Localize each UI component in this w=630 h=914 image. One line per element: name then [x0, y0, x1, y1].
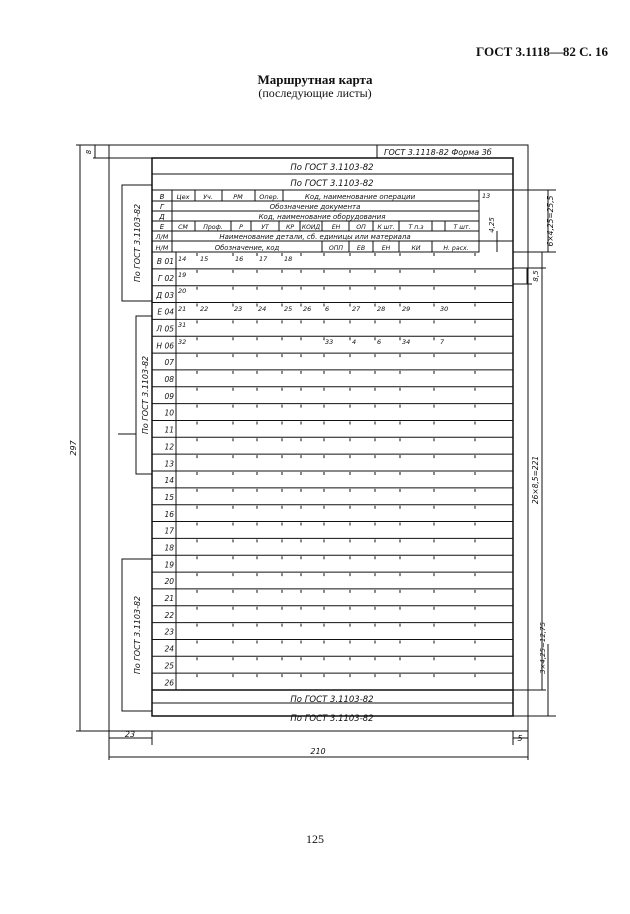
num-30: 30 [440, 305, 449, 313]
cell-kr: КР [285, 224, 295, 231]
line-label: 09 [164, 391, 174, 401]
dim-header-rows: 6×4,25=25,5 [546, 195, 555, 247]
num-31: 31 [178, 321, 187, 329]
num-18: 18 [284, 255, 293, 263]
num-28: 28 [377, 305, 386, 313]
top-ref-1: По ГОСТ 3.1103-82 [290, 163, 374, 173]
num-6a: 6 [325, 305, 330, 313]
bottom-ref-1: По ГОСТ 3.1103-82 [290, 695, 374, 705]
num-14: 14 [178, 255, 187, 263]
num-24: 24 [258, 305, 267, 313]
dim-height-297: 297 [69, 440, 78, 456]
line-label: 18 [164, 543, 174, 553]
dim-top-8: 8 [85, 149, 93, 155]
line-label: 17 [164, 526, 174, 536]
side-ref-1: По ГОСТ 3.1103-82 [133, 203, 142, 283]
num-21: 21 [178, 305, 187, 313]
num-16: 16 [235, 255, 244, 263]
cell-r: Р [239, 224, 243, 231]
line-label: Л 05 [156, 324, 174, 334]
cell-ki: КИ [411, 245, 421, 252]
bottom-ref-2: По ГОСТ 3.1103-82 [290, 714, 374, 724]
line-label: 10 [164, 408, 174, 418]
cell-opp: ОПП [328, 245, 344, 252]
num-20: 20 [178, 287, 187, 295]
line-label: 14 [164, 476, 174, 486]
num-26: 26 [303, 305, 312, 313]
line-label: 12 [164, 442, 174, 452]
row-lm-text: Наименование детали, сб. единицы или материала [219, 233, 411, 241]
dim-bottom-rows: 3×4,25=12,75 [539, 622, 547, 674]
cell-sm: СМ [178, 224, 188, 231]
dim-line-height: 8,5 [532, 270, 540, 282]
line-label: 24 [164, 644, 174, 654]
cell-operation-name: Код, наименование операции [304, 193, 416, 201]
num-22: 22 [200, 305, 209, 313]
dim-left-23: 23 [124, 730, 136, 739]
line-label: 07 [164, 358, 174, 368]
line-label: 15 [164, 492, 174, 502]
cell-uch: Уч. [203, 193, 213, 201]
form-stamp: ГОСТ 3.1118-82 Форма 3б [384, 148, 492, 157]
side-ref-2: По ГОСТ 3.1103-82 [141, 355, 150, 435]
row-letter-d: Д [159, 213, 165, 221]
num-19: 19 [178, 271, 187, 279]
cell-tsht: Т шт. [453, 224, 471, 231]
line-label: Н 06 [156, 341, 174, 351]
row-letter-lm: Л/М [155, 233, 169, 241]
num-7: 7 [440, 338, 445, 346]
line-label: 21 [164, 594, 174, 604]
line-label: 22 [164, 610, 174, 620]
row-letter-nm: Н/М [155, 244, 169, 252]
num-29: 29 [402, 305, 411, 313]
line-label: 16 [164, 509, 174, 519]
document-subtitle: (последующие листы) [258, 86, 372, 100]
line-label: Г 02 [157, 273, 174, 283]
dim-body-lines: 26×8,5=221 [531, 455, 540, 505]
cell-ut: УТ [261, 224, 269, 231]
num-17: 17 [259, 255, 268, 263]
cell-tseh: Цех [176, 193, 190, 201]
standard-header: ГОСТ 3.1118—82 С. 16 [476, 44, 608, 59]
line-label: 19 [164, 560, 174, 570]
num-23: 23 [234, 305, 243, 313]
cell-koid: КОИД [301, 224, 321, 231]
cell-prof: Проф. [203, 224, 223, 231]
cell-oboznachenie: Обозначение, код [214, 244, 280, 252]
row-g-text: Обозначение документа [269, 203, 361, 211]
num-15: 15 [200, 255, 209, 263]
line-label: 13 [164, 459, 174, 469]
side-ref-3: По ГОСТ 3.1103-82 [133, 595, 142, 675]
cell-en2: ЕН [381, 245, 391, 252]
num-27: 27 [352, 305, 361, 313]
line-label: 08 [164, 375, 174, 385]
line-label: 25 [164, 661, 174, 671]
cell-rm: РМ [233, 193, 243, 201]
dim-row-height: 4,25 [488, 217, 496, 233]
num-34: 34 [402, 338, 411, 346]
line-label: 26 [164, 678, 174, 688]
line-label: Д 03 [156, 290, 174, 300]
cell-n-rash: Н. расх. [443, 245, 469, 252]
cell-13: 13 [482, 192, 491, 200]
line-label: В 01 [156, 257, 174, 267]
row-letter-g: Г [160, 203, 164, 211]
line-label: Е 04 [157, 307, 174, 317]
line-label: 11 [164, 425, 174, 435]
dim-right-5: 5 [517, 734, 523, 743]
row-letter-b: В [159, 193, 165, 201]
num-25: 25 [284, 305, 293, 313]
cell-ev: ЕВ [356, 245, 366, 252]
num-4: 4 [352, 338, 357, 346]
row-d-text: Код, наименование оборудования [258, 213, 386, 221]
num-6b: 6 [377, 338, 382, 346]
document-title: Маршрутная карта [257, 72, 373, 87]
line-label: 20 [164, 577, 174, 587]
cell-oper: Опер. [259, 193, 279, 201]
cell-tpz: Т п.з [408, 224, 424, 231]
page-number: 125 [306, 832, 324, 846]
cell-kst: К шт. [377, 224, 395, 231]
dim-width-210: 210 [310, 747, 326, 756]
row-letter-e: Е [159, 223, 165, 231]
num-32: 32 [178, 338, 187, 346]
line-label: 23 [164, 627, 174, 637]
cell-en: ЕН [331, 224, 341, 231]
top-ref-2: По ГОСТ 3.1103-82 [290, 179, 374, 189]
cell-op: ОП [356, 224, 366, 231]
num-33: 33 [325, 338, 334, 346]
